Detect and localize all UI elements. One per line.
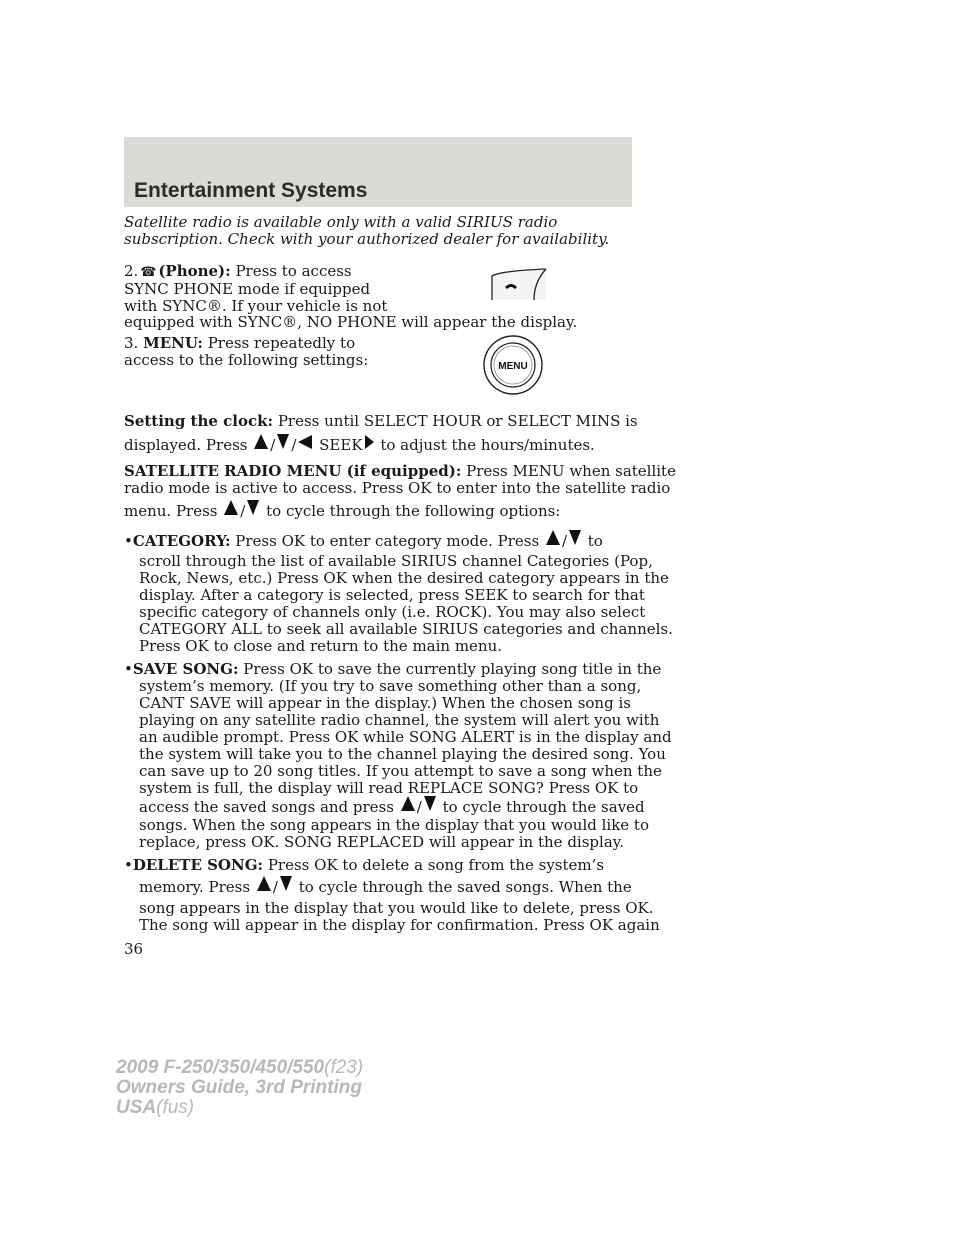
phone-item-number: 2.	[124, 262, 139, 280]
save-song-line-10: songs. When the song appears in the display that you would like to	[139, 816, 649, 834]
intro-line-1: Satellite radio is available only with a valid SIRIUS radio	[124, 213, 558, 231]
delete-song-line-2	[139, 876, 659, 896]
up-arrow-icon	[254, 434, 268, 449]
seek-right-arrow-icon	[365, 435, 374, 449]
footer-model-code: (f23)	[324, 1057, 364, 1078]
save-song-line-9	[139, 796, 659, 816]
category-text: Press OK to enter category mode. Press	[235, 532, 540, 550]
down-arrow-icon	[280, 876, 292, 891]
save-song-line-3: CANT SAVE will appear in the display.) When the chosen song is	[139, 694, 631, 712]
footer-line-2	[116, 1078, 362, 1098]
menu-item-label: MENU:	[143, 334, 203, 352]
delete-song-line-4: The song will appear in the display for confirmation. Press OK again	[139, 916, 660, 934]
menu-button-illustration	[482, 334, 544, 396]
category-line-1	[124, 530, 644, 550]
sat-menu-text: Press MENU when satellite	[466, 462, 676, 480]
save-song-line-1	[124, 660, 662, 678]
phone-icon: ☎	[140, 265, 157, 280]
clock-line-2	[124, 434, 644, 454]
footer-guide: Owners Guide, 3rd Printing	[116, 1077, 362, 1098]
up-arrow-icon	[224, 500, 238, 515]
footer-line-3	[116, 1098, 194, 1118]
down-arrow-icon	[247, 500, 259, 515]
down-arrow-icon	[277, 434, 289, 449]
delete-song-text-2: memory. Press	[139, 878, 251, 896]
clock-text-3: to adjust the hours/minutes.	[380, 436, 595, 454]
menu-item-line-1	[124, 334, 644, 352]
category-line-3: Rock, News, etc.) Press OK when the desired category appears in the	[139, 569, 669, 587]
down-arrow-icon	[424, 796, 436, 811]
category-line-5: specific category of channels only (i.e. ROCK). You may also select	[139, 603, 646, 621]
save-song-line-5: an audible prompt. Press OK while SONG ALERT is in the display and	[139, 728, 672, 746]
category-line-6: CATEGORY ALL to seek all available SIRIUS categories and channels.	[139, 620, 673, 638]
save-song-line-4: playing on any satellite radio channel, the system will alert you with	[139, 711, 660, 729]
phone-item-line-3: with SYNC®. If your vehicle is not	[124, 297, 388, 315]
section-header	[124, 137, 632, 207]
up-arrow-icon	[401, 796, 415, 811]
save-song-line-6: the system will take you to the channel playing the desired song. You	[139, 745, 666, 763]
sat-menu-label: SATELLITE RADIO MENU (if equipped):	[124, 462, 462, 480]
menu-item-line-2: access to the following settings:	[124, 351, 369, 369]
bullet: •	[124, 660, 133, 678]
bullet: •	[124, 532, 133, 550]
menu-item-number: 3.	[124, 334, 139, 352]
sat-menu-line-2: radio mode is active to access. Press OK to enter into the satellite radio	[124, 479, 671, 497]
save-song-text: Press OK to save the currently playing song title in the	[243, 660, 662, 678]
slash: /	[270, 436, 276, 454]
phone-item-line-4: equipped with SYNC®, NO PHONE will appear the display.	[124, 313, 578, 331]
bullet: •	[124, 856, 133, 874]
clock-label: Setting the clock:	[124, 412, 274, 430]
down-arrow-icon	[569, 530, 581, 545]
menu-item-text: Press repeatedly to	[207, 334, 356, 352]
slash: /	[240, 502, 246, 520]
sat-menu-line-3	[124, 500, 644, 520]
clock-text: Press until SELECT HOUR or SELECT MINS is	[277, 412, 638, 430]
seek-text: SEEK	[319, 436, 363, 454]
footer-region: USA	[116, 1097, 157, 1118]
save-song-label: SAVE SONG:	[132, 660, 239, 678]
save-song-text-10: to cycle through the saved	[442, 798, 645, 816]
clock-line-1	[124, 412, 644, 430]
slash: /	[561, 532, 567, 550]
sat-menu-text-3: menu. Press	[124, 502, 218, 520]
save-song-line-7: can save up to 20 song titles. If you attempt to save a song when the	[139, 762, 662, 780]
category-line-7: Press OK to close and return to the main menu.	[139, 637, 503, 655]
footer-model: 2009 F-250/350/450/550	[116, 1057, 325, 1078]
slash: /	[291, 436, 297, 454]
delete-song-label: DELETE SONG:	[132, 856, 264, 874]
phone-item-line-1	[124, 262, 644, 282]
page-number: 36	[124, 940, 144, 958]
save-song-line-8: system is full, the display will read REPLACE SONG? Press OK to	[139, 779, 639, 797]
delete-song-line-1	[124, 856, 644, 874]
save-song-text-9: access the saved songs and press	[139, 798, 394, 816]
phone-item-text: Press to access	[235, 262, 352, 280]
category-line-2: scroll through the list of available SIRIUS channel Categories (Pop,	[139, 552, 653, 570]
phone-item-line-2: SYNC PHONE mode if equipped	[124, 280, 371, 298]
clock-text-2: displayed. Press	[124, 436, 248, 454]
save-song-line-11: replace, press OK. SONG REPLACED will appear in the display.	[139, 833, 625, 851]
up-arrow-icon	[546, 530, 560, 545]
slash: /	[272, 878, 278, 896]
seek-left-arrow-icon	[298, 435, 312, 449]
delete-song-text: Press OK to delete a song from the system’s	[267, 856, 605, 874]
up-arrow-icon	[257, 876, 271, 891]
slash: /	[416, 798, 422, 816]
menu-button-text: MENU	[498, 361, 528, 372]
delete-song-line-3: song appears in the display that you would like to delete, press OK.	[139, 899, 654, 917]
delete-song-text-3: to cycle through the saved songs. When the	[298, 878, 632, 896]
sat-menu-text-4: to cycle through the following options:	[266, 502, 561, 520]
phone-item-label: (Phone):	[158, 262, 231, 280]
category-label: CATEGORY:	[132, 532, 231, 550]
category-text-2: to	[587, 532, 603, 550]
footer-region-code: (fus)	[156, 1097, 195, 1118]
save-song-line-2: system’s memory. (If you try to save something other than a song,	[139, 677, 642, 695]
phone-button-illustration	[490, 268, 548, 302]
category-line-4: display. After a category is selected, press SEEK to search for that	[139, 586, 645, 604]
footer-line-1	[116, 1058, 363, 1078]
section-title: Entertainment Systems	[134, 179, 368, 202]
intro-line-2: subscription. Check with your authorized dealer for availability.	[124, 230, 610, 248]
sat-menu-line-1	[124, 462, 676, 480]
